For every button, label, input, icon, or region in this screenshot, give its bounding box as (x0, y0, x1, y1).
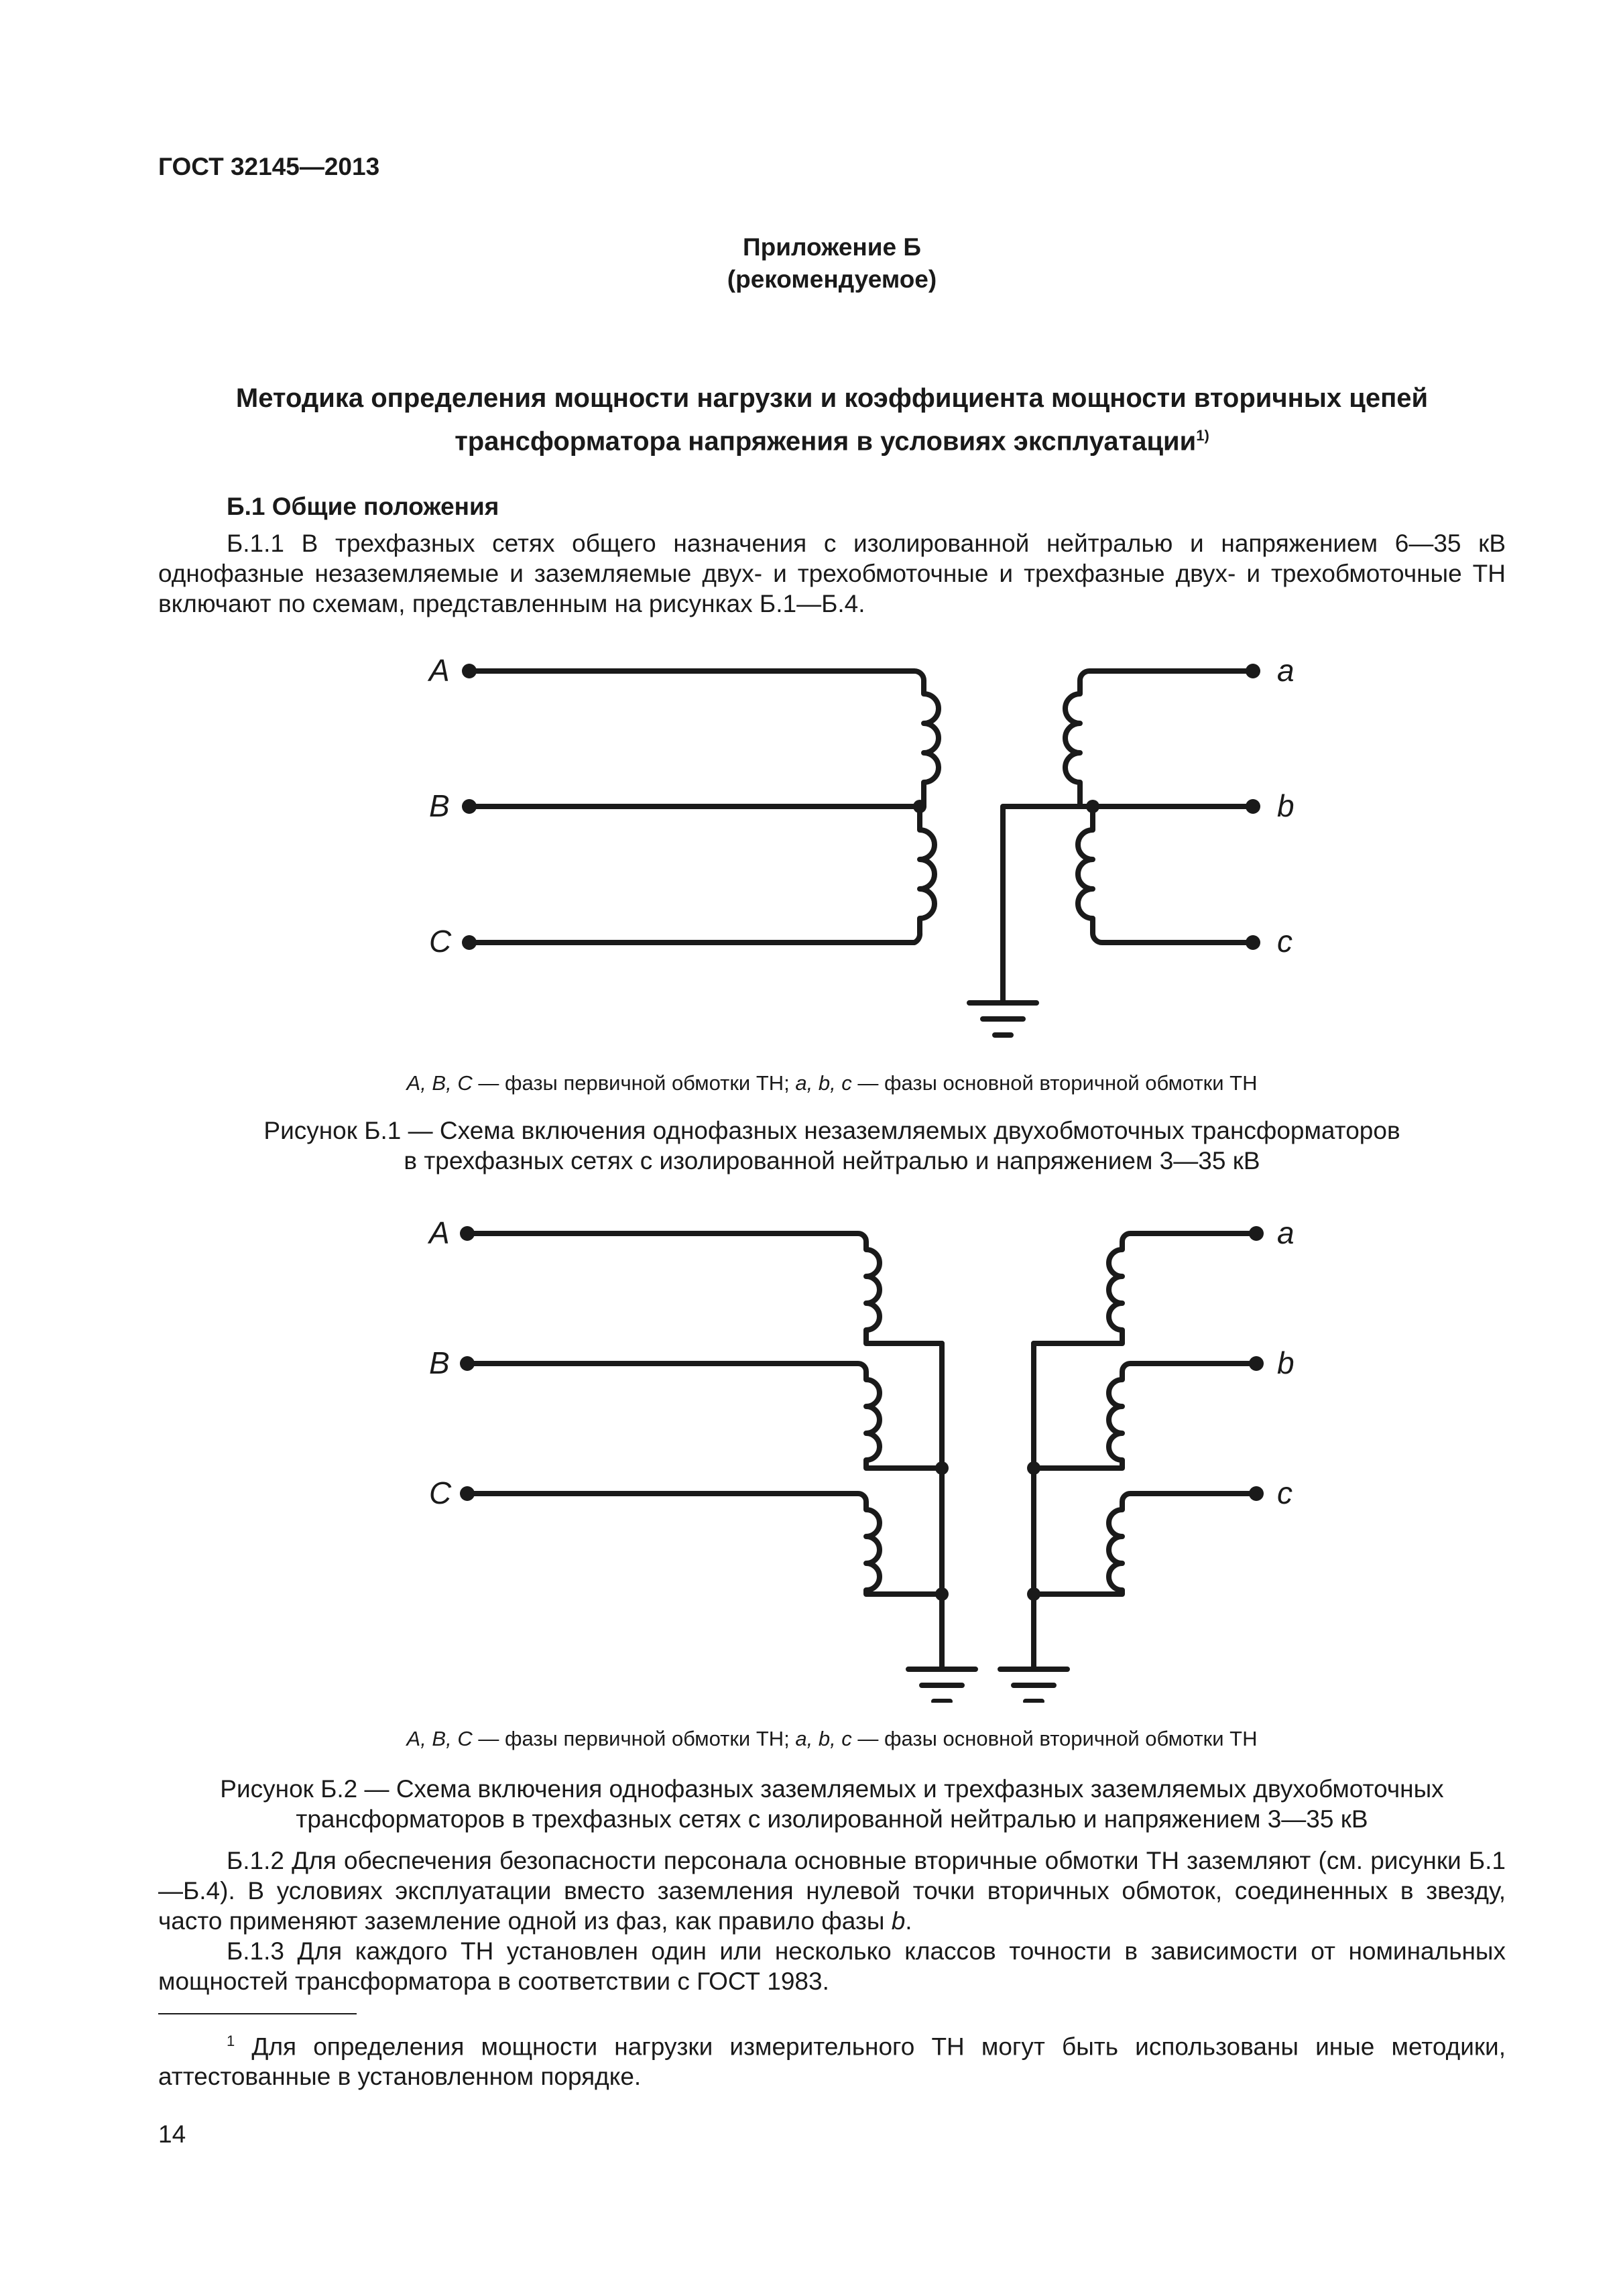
figure-b2-secondary-windings (1000, 1233, 1256, 1701)
footnote-number: 1 (227, 2033, 235, 2049)
label-phase-A: A (429, 1215, 450, 1250)
label-phase-A: A (429, 653, 450, 688)
label-phase-a: a (1277, 1215, 1295, 1250)
section-heading: Б.1 Общие положения (227, 493, 499, 520)
figure-b2-terminals (460, 1226, 1264, 1601)
appendix-heading (158, 231, 1506, 296)
figure-b1-caption (158, 1115, 1506, 1176)
label-phase-C: C (429, 1475, 452, 1510)
figure-b1-legend: A, B, C — фазы первичной обмотки ТН; a, b, c — фазы основной вторичной обмотки ТН (406, 1071, 1258, 1095)
figure-b2-diagram (0, 1207, 1623, 1703)
figure-b1-diagram (0, 644, 1623, 1059)
figure-b1-caption-line-1: Рисунок Б.1 — Схема включения однофазных незаземляемых двухобмоточных трансформаторов (263, 1117, 1400, 1144)
appendix-title (158, 379, 1506, 460)
figure-b1-ground (969, 806, 1093, 1035)
appendix-label: Приложение Б (743, 233, 921, 261)
figure-b2-primary-windings (467, 1233, 975, 1701)
appendix-status: (рекомендуемое) (727, 265, 937, 293)
footnote-mark: 1) (1196, 427, 1209, 444)
label-phase-c: c (1277, 924, 1293, 959)
figure-b2-caption-line-1: Рисунок Б.2 — Схема включения однофазных заземляемых и трехфазных заземляемых двухобмоточных (220, 1775, 1444, 1803)
page-number: 14 (158, 2120, 186, 2148)
figure-b2-caption (158, 1774, 1506, 1834)
paragraph-b113: Б.1.3 Для каждого ТН установлен один или несколько классов точности в зависимости от номинальных мощностей трансформатора в соответствии с ГОСТ 1983. (158, 1937, 1506, 1995)
label-phase-C: C (429, 924, 452, 959)
label-phase-B: B (429, 1345, 450, 1380)
document-header: ГОСТ 32145—2013 (158, 153, 380, 180)
figure-b2-caption-line-2: трансформаторов в трехфазных сетях с изолированной нейтралью и напряжением 3—35 кВ (296, 1805, 1368, 1833)
label-phase-b: b (1277, 1345, 1295, 1380)
footnote-separator (158, 2013, 357, 2014)
label-phase-a: a (1277, 653, 1295, 688)
figure-b1-caption-line-2: в трехфазных сетях с изолированной нейтралью и напряжением 3—35 кВ (404, 1147, 1260, 1174)
label-phase-B: B (429, 788, 450, 823)
figure-b2-legend: A, B, C — фазы первичной обмотки ТН; a, b, c — фазы основной вторичной обмотки ТН (406, 1727, 1258, 1750)
paragraph-b112: Б.1.2 Для обеспечения безопасности персонала основные вторичные обмотки ТН заземляют (см. рисунки Б.1—Б.4). В условиях эксплуатации вместо заземления нулевой точки вторичных обмоток, соединенных в звезду, часто применяют заземление одной из фаз, как правило фазы b. (158, 1847, 1506, 1935)
title-line-2: трансформатора напряжения в условиях эксплуатации$^{1)}$ (455, 426, 1209, 457)
label-phase-b: b (1277, 788, 1295, 823)
footnote: $^1$ Для определения мощности нагрузки измерительного ТН могут быть использованы иные методики, аттестованные в установленном порядке. (158, 2033, 1506, 2091)
title-line-1: Методика определения мощности нагрузки и коэффициента мощности вторичных цепей (235, 383, 1429, 413)
figure-b1-primary-windings (469, 671, 939, 943)
label-phase-c: c (1277, 1475, 1293, 1510)
paragraph-b111: Б.1.1 В трехфазных сетях общего назначения с изолированной нейтралью и напряжением 6—35 кВ однофазные незаземляемые и заземляемые двух- и трехобмоточные и трехфазные двух- и трехобмоточные ТН включают по схемам, представленным на рисунках Б.1—Б.4. (158, 530, 1506, 617)
